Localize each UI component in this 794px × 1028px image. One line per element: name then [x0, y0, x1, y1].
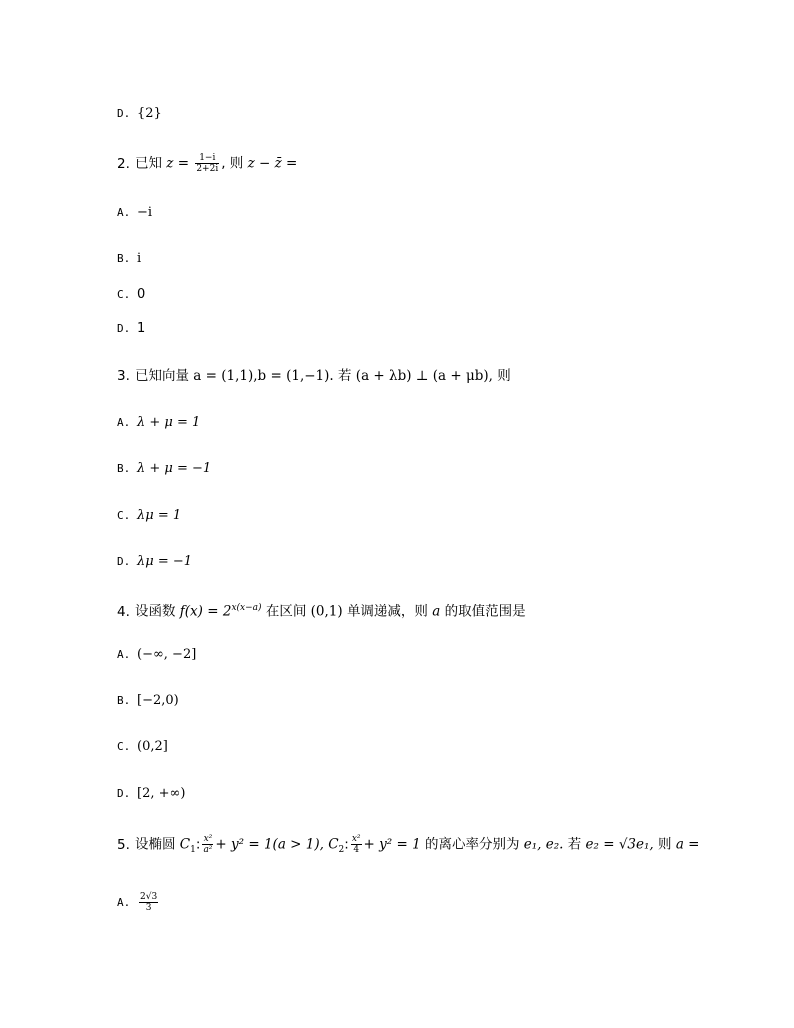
option-label: D. [117, 322, 131, 335]
then-word: 则 [497, 368, 511, 384]
ruo-word: 若 [338, 368, 352, 384]
ellipse-c2-sub: 2 [338, 845, 345, 856]
var-z: z [166, 155, 174, 172]
option-label: D. [117, 787, 131, 800]
option-a-q5 [117, 892, 160, 913]
eccentricities: e₁, e₂. [523, 836, 564, 853]
question-mid2: 单调递减，则 [346, 603, 428, 620]
option-c-q3 [117, 508, 181, 524]
question-3 [117, 368, 511, 384]
option-text: i [137, 251, 142, 266]
option-label: A. [117, 896, 131, 909]
question-number: 3. [117, 368, 130, 384]
fraction [195, 153, 219, 174]
condition: e₂ = √3e₁, [585, 836, 654, 853]
option-label: A. [117, 648, 131, 661]
equation-c1-rest: + y² = 1(a > 1), [215, 836, 324, 853]
option-a-q2 [117, 205, 152, 221]
question-mid: 的离心率分别为 [424, 836, 520, 853]
perp-expression: (a + λb) ⊥ (a + μb), [355, 368, 493, 384]
option-text: λμ = −1 [137, 554, 193, 569]
option-text: −i [137, 205, 153, 220]
option-label: C. [117, 509, 131, 522]
option-text: (−∞, −2] [137, 647, 197, 662]
fraction-numerator: 1−i [195, 153, 219, 164]
option-text: 1 [137, 321, 146, 336]
interval: (0,1) [310, 603, 343, 620]
question-number: 5. [117, 836, 130, 853]
fraction-c1 [202, 834, 213, 855]
option-d-q3 [117, 554, 192, 570]
option-c-q4 [117, 739, 168, 755]
condition-a: a = (1,1), [193, 368, 258, 384]
question-number: 4. [117, 603, 130, 620]
option-d-q4 [117, 786, 185, 802]
fraction-denominator: 2+2i [196, 164, 219, 174]
option-label: C. [117, 740, 131, 753]
question-prefix: 设椭圆 [135, 836, 176, 853]
option-label: B. [117, 252, 131, 265]
question-prefix: 已知向量 [135, 368, 189, 384]
option-label: B. [117, 462, 131, 475]
var-a: a [432, 603, 441, 620]
ask: a = [675, 836, 700, 853]
function-expression: f(x) = 2 [179, 603, 232, 620]
option-label: D. [117, 107, 131, 120]
ellipse-c2: C [328, 836, 339, 853]
option-b-q3 [117, 461, 211, 477]
question-5: 5. 设椭圆 $C_1$: $\frac{\text{x²}}{\text{a²}}$ + y² = 1(a > 1), $C_2$: $\frac{\text{x²}}{4}$ + y² = 1 的离心率分别为 e₁, e₂. 若 e₂ = √3e₁, 则 a = [117, 834, 700, 856]
expression: z − z̄ = [247, 155, 298, 172]
fraction-c2 [351, 834, 362, 855]
option-text: λ + μ = 1 [137, 415, 201, 430]
option-text: 0 [137, 287, 146, 302]
question-number: 2. [117, 155, 130, 172]
option-label: A. [117, 416, 131, 429]
option-label: C. [117, 288, 131, 301]
option-text: λμ = 1 [137, 508, 182, 523]
question-prefix: 设函数 [135, 603, 176, 620]
option-a-q4 [117, 647, 196, 663]
equation-c2-rest: + y² = 1 [363, 836, 421, 853]
option-c-q2 [117, 287, 145, 303]
then-word: 则 [229, 155, 244, 172]
ruo-word: 若 [567, 836, 582, 853]
option-a-q3 [117, 415, 200, 431]
fraction-denominator: a² [203, 845, 213, 855]
comma: , [221, 155, 226, 172]
option-text: [2, +∞) [137, 786, 186, 801]
question-2 [117, 153, 297, 174]
ellipse-c1-sub: 1 [190, 845, 196, 856]
fraction-denominator: 4 [353, 845, 360, 855]
option-label: B. [117, 694, 131, 707]
option-text: λ + μ = −1 [137, 461, 212, 476]
option-text: [−2,0) [137, 693, 179, 708]
question-suffix: 的取值范围是 [444, 603, 526, 620]
equals: = [177, 155, 190, 172]
fraction [139, 892, 158, 913]
option-label: A. [117, 206, 131, 219]
option-text: {2} [137, 106, 162, 121]
option-d-q2 [117, 321, 145, 337]
option-label: D. [117, 555, 131, 568]
option-text: (0,2] [137, 739, 168, 754]
ellipse-c1: C [179, 836, 191, 853]
fraction-numerator: x² [351, 834, 361, 844]
fraction-numerator: 2√3 [140, 892, 158, 902]
condition-b: b = (1,−1). [257, 368, 334, 384]
option-b-q4 [117, 693, 179, 709]
fraction-denominator: 3 [145, 903, 152, 913]
option-b-q2 [117, 251, 141, 267]
question-mid: 在区间 [265, 603, 307, 620]
fraction-numerator: x² [203, 834, 213, 844]
question-prefix: 已知 [135, 155, 162, 172]
option-d-q1 [117, 106, 162, 122]
then-word: 则 [658, 836, 672, 853]
question-4 [117, 600, 526, 620]
function-exponent: x(x−a) [231, 603, 262, 613]
